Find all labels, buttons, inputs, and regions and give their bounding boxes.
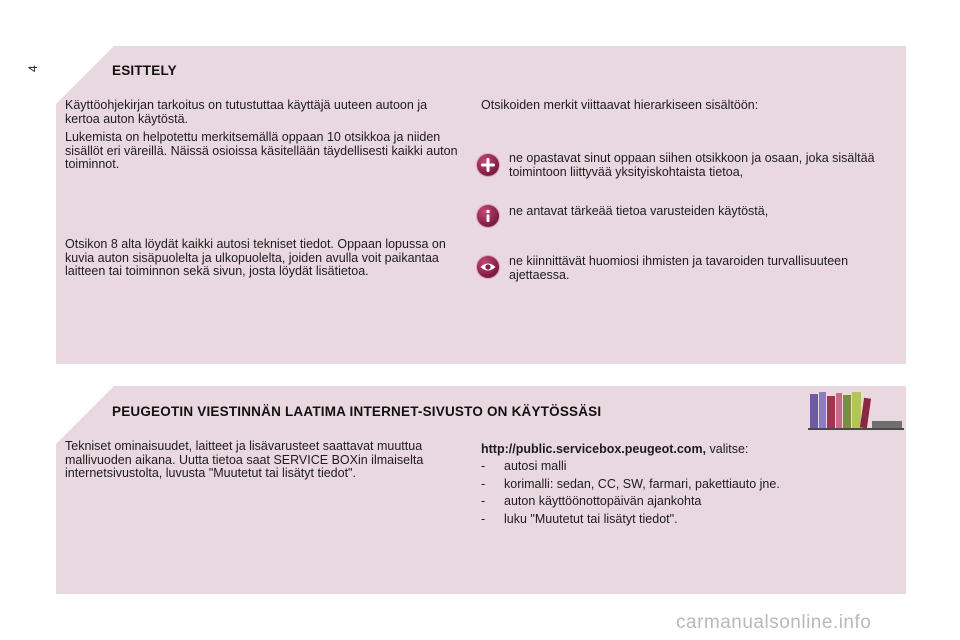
website-info-text: Tekniset ominaisuudet, laitteet ja lisävarusteet saattavat muuttua mallivuoden aikana. Uutta tietoa saat SERVICE BOXin ilmaiselta internetsivustolta, luvusta "Muutetut tai lisätyt tiedot". (65, 439, 424, 480)
icon-desc-eye: ne kiinnittävät huomiosi ihmisten ja tavaroiden turvallisuuteen ajettaessa. (509, 254, 849, 282)
intro-text (65, 99, 465, 177)
info-icon (477, 205, 499, 227)
list-item: - korimalli: sedan, CC, SW, farmari, pakettiauto jne. (481, 476, 780, 491)
eye-icon (477, 256, 499, 278)
plus-icon (477, 154, 499, 176)
technical-data-paragraph: Otsikon 8 alta löydät kaikki autosi tekniset tiedot. Oppaan lopussa on kuvia auton sisäpuolelta ja ulkopuolelta, joiden avulla voit paikantaa laitteen tai toiminnon sekä sivun, josta löydät lisätietoa. (65, 237, 446, 278)
icon-desc-info: ne antavat tärkeää tietoa varusteiden käytöstä, (509, 204, 769, 218)
list-item: - auton käyttöönottopäivän ajankohta (481, 494, 702, 508)
books-icon (808, 390, 904, 432)
intro-paragraph-1: Käyttöohjekirjan tarkoitus on tutustuttaa käyttäjä uuteen autoon ja kertoa auton käytöstä. (65, 98, 428, 126)
link-suffix: valitse: (706, 442, 749, 456)
icon-desc-plus: ne opastavat sinut oppaan siihen otsikkoon ja osaan, joka sisältää toimintoon liittyvää yksityiskohtaista tietoa, (509, 151, 875, 179)
watermark: carmanualsonline.info (676, 612, 872, 633)
page-number: 4 (26, 65, 40, 72)
intro-paragraph-2: Lukemista on helpotettu merkitsemällä oppaan 10 otsikkoa ja niiden sisällöt eri väreillä. Näissä osioissa käsitellään täydellisesti kaikki auton toiminnot. (65, 130, 458, 171)
list-item: - luku "Muutetut tai lisätyt tiedot". (481, 511, 678, 526)
list-item: - autosi malli (481, 459, 567, 473)
icons-intro: Otsikoiden merkit viittaavat hierarkiseen sisältöön: (481, 98, 759, 112)
section-title-esittely: ESITTELY (112, 63, 177, 78)
section-title-website: PEUGEOTIN VIESTINNÄN LAATIMA INTERNET-SIVUSTO ON KÄYTÖSSÄSI (112, 404, 602, 419)
servicebox-link[interactable]: http://public.servicebox.peugeot.com, (481, 442, 707, 456)
website-link-line (481, 443, 881, 457)
selection-list (481, 460, 881, 530)
